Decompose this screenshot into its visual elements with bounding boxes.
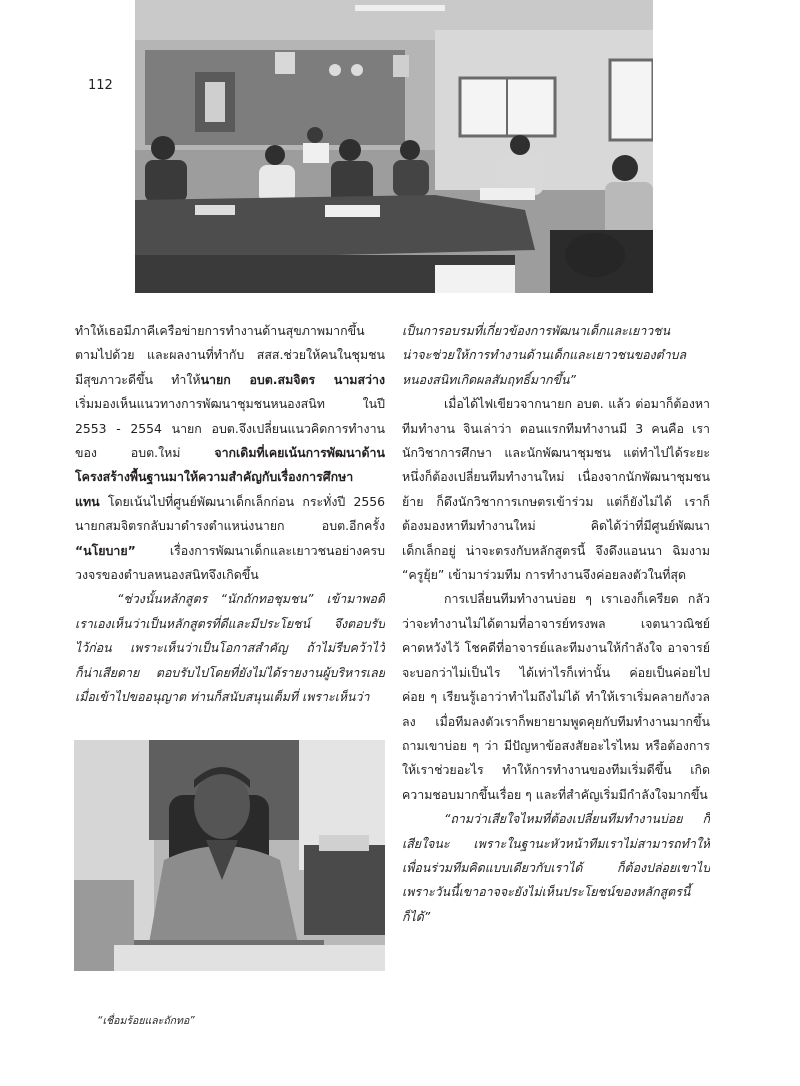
text-line [402, 417, 710, 441]
text-line [75, 490, 385, 514]
text-line [75, 392, 385, 416]
meeting-photo [135, 0, 653, 293]
text-span: น่าจะช่วยให้การทำงานด้านเด็กและเยาวชนของตำบล [402, 347, 687, 363]
text-span: เพราะวันนี้เขาอาจจะยังไม่เห็นประโยชน์ของหลักสูตรนี้ [402, 884, 691, 900]
text-line [402, 587, 710, 611]
text-span: เรื่องการพัฒนาเด็กและเยาวชนอย่างครบ [135, 542, 385, 558]
right-text-column [402, 319, 710, 929]
text-span: โดยเน้นไปที่ศูนย์พัฒนาเด็กเล็กก่อน กระทั่งปี 2556 [99, 493, 385, 509]
text-line [75, 636, 385, 660]
text-span: ย้าย ก็ดึงนักวิชาการเกษตรเข้าร่วม แต่ก็ยังไม่ได้ เราก็ [402, 493, 710, 509]
text-line [402, 832, 710, 856]
text-line [402, 734, 710, 758]
text-span: ของ อบต.ใหม่ [75, 445, 215, 461]
page-number: 112 [88, 78, 113, 93]
text-line [402, 905, 710, 929]
text-span: “นโยบาย” [75, 542, 136, 558]
text-span: มีสุขภาวะดีขึ้น ทำให้ [75, 371, 201, 387]
text-line [75, 417, 385, 441]
text-line [402, 636, 710, 660]
text-line [402, 807, 710, 831]
text-line [75, 514, 385, 538]
text-line [75, 465, 385, 489]
text-span: แทน [75, 493, 100, 509]
text-span: คาดหวังไว้ โชคดีที่อาจารย์และทีมงานให้กำลังใจ อาจารย์ [402, 640, 710, 656]
text-line [402, 368, 710, 392]
text-line [75, 612, 385, 636]
text-span: เป็นการอบรมที่เกี่ยวข้องการพัฒนาเด็กและเยาวชน [402, 323, 671, 338]
text-line [75, 343, 385, 367]
text-span: ก็น่าเสียดาย ตอบรับไปโดยที่ยังไม่ได้รายงานผู้บริหารเลย [75, 664, 385, 680]
text-span: เพื่อนร่วมทีมคิดแบบเดียวกับเราได้ ก็ต้องปล่อยเขาไป [402, 859, 710, 875]
text-line [75, 685, 385, 709]
text-line [402, 612, 710, 636]
text-span: โครงสร้างพื้นฐานมาให้ความสำคัญกับเรื่องการศึกษา [75, 469, 354, 485]
text-span: “ช่วงนั้นหลักสูตร “นักถักทอชุมชน” เข้ามาพอดี [117, 591, 385, 607]
text-span: ให้เราช่วยอะไร ทำให้การทำงานของทีมเริ่มดีขึ้น เกิด [402, 762, 710, 778]
text-line [75, 563, 385, 587]
text-span: ความชอบมากขึ้นเรื่อย ๆ และที่สำคัญเริ่มมีกำลังใจมากขึ้น [402, 786, 708, 802]
text-line [402, 539, 710, 563]
text-line [75, 368, 385, 392]
text-line [402, 319, 710, 343]
text-line [402, 661, 710, 685]
text-span: หนองสนิทเกิดผลสัมฤทธิ์มากขึ้น” [402, 371, 576, 387]
text-line [402, 710, 710, 734]
text-span: ว่าจะทำงานไม่ได้ตามที่อาจารย์ทรงพล เจตนาวณิชย์ [402, 615, 710, 631]
text-span: ไว้ก่อน เพราะเห็นว่าเป็นโอกาสสำคัญ ถ้าไม่รีบคว้าไว้ [75, 640, 385, 656]
text-span: ถามเขาบ่อย ๆ ว่า มีปัญหาข้อสงสัยอะไรไหม หรือต้องการ [402, 737, 710, 753]
text-span: นายกสมจิตรกลับมาดำรงตำแหน่งนายก อบต.อีกครั้ง [75, 518, 385, 534]
text-line [75, 587, 385, 611]
text-span: ก็ได้” [402, 908, 431, 924]
text-span: นายก อบต.สมจิตร นามสว่าง [200, 371, 385, 387]
text-span: เสียใจนะ เพราะในฐานะหัวหน้าทีมเราไม่สามารถทำให้ [402, 835, 710, 851]
text-span: จากเดิมที่เคยเน้นการพัฒนาด้าน [214, 445, 385, 461]
text-span: ตามไปด้วย และผลงานที่ทำกับ สสส.ช่วยให้คนในชุมชน [75, 347, 385, 363]
text-line [402, 758, 710, 782]
text-line [75, 661, 385, 685]
text-line [75, 319, 385, 343]
text-span: เมื่อได้ไฟเขียวจากนายก อบต. แล้ว ต่อมาก็ต้องหา [444, 396, 710, 412]
text-span: ทีมทำงาน จินเล่าว่า ตอนแรกทีมทำงานมี 3 คนคือ เรา [402, 420, 710, 436]
left-text-column [75, 319, 385, 710]
text-span: เราเองเห็นว่าเป็นหลักสูตรที่ดีและมีประโยชน์ จึงตอบรับ [75, 615, 385, 631]
text-span: ลง เมื่อทีมลงตัวเราก็พยายามพูดคุยกับทีมทำงานมากขึ้น [402, 713, 710, 729]
text-span: วงจรของตำบลหนองสนิทจึงเกิดขึ้น [75, 567, 259, 583]
text-line [402, 514, 710, 538]
text-line [75, 539, 385, 563]
page-footer: “เชื่อมร้อยและถักทอ” [97, 1015, 195, 1027]
text-span: “ครูยุ้ย” เข้ามาร่วมทีม การทำงานจึงค่อยลงตัวในที่สุด [402, 567, 687, 583]
text-line [402, 465, 710, 489]
text-span: “ถามว่าเสียใจไหมที่ต้องเปลี่ยนทีมทำงานบ่อย ก็ [444, 811, 710, 827]
text-line [402, 685, 710, 709]
portrait-photo [74, 740, 385, 971]
text-span: เริ่มมองเห็นแนวทางการพัฒนาชุมชนหนองสนิท ในปี [75, 396, 385, 412]
text-span: เด็กเล็กอยู่ น่าจะตรงกับหลักสูตรนี้ จึงดึงแอนนา ฉิมงาม [402, 542, 710, 558]
text-line [402, 880, 710, 904]
text-line [402, 441, 710, 465]
text-span: หนึ่งก็ต้องเปลี่ยนทีมทำงานใหม่ เนื่องจากนักพัฒนาชุมชน [402, 469, 710, 485]
text-line [402, 490, 710, 514]
text-span: จะบอกว่าไม่เป็นไร ได้เท่าไรก็เท่านั้น ค่อยเป็นค่อยไป [402, 664, 710, 680]
text-line [402, 783, 710, 807]
text-line [75, 441, 385, 465]
text-line [402, 392, 710, 416]
text-span: เมื่อเข้าไปขออนุญาต ท่านก็สนับสนุนเต็มที่ เพราะเห็นว่า [75, 689, 370, 705]
text-span: นักวิชาการศึกษา และนักพัฒนาชุมชน แต่ทำไปได้ระยะ [402, 445, 710, 461]
text-span: การเปลี่ยนทีมทำงานบ่อย ๆ เราเองก็เครียด กลัว [444, 591, 710, 607]
text-span: ต้องมองหาทีมทำงานใหม่ คิดได้ว่าที่มีศูนย์พัฒนา [402, 518, 710, 534]
text-span: 2553 - 2554 นายก อบต.จึงเปลี่ยนแนวคิดการทำงาน [75, 420, 385, 436]
text-line [402, 856, 710, 880]
text-span: ทำให้เธอมีภาคีเครือข่ายการทำงานด้านสุขภาพมากขึ้น [75, 323, 365, 338]
text-line [402, 563, 710, 587]
text-line [402, 343, 710, 367]
text-span: ค่อย ๆ เรียนรู้เอาว่าทำไมถึงไม่ได้ ทำให้เราเริ่มคลายกังวล [402, 689, 710, 705]
